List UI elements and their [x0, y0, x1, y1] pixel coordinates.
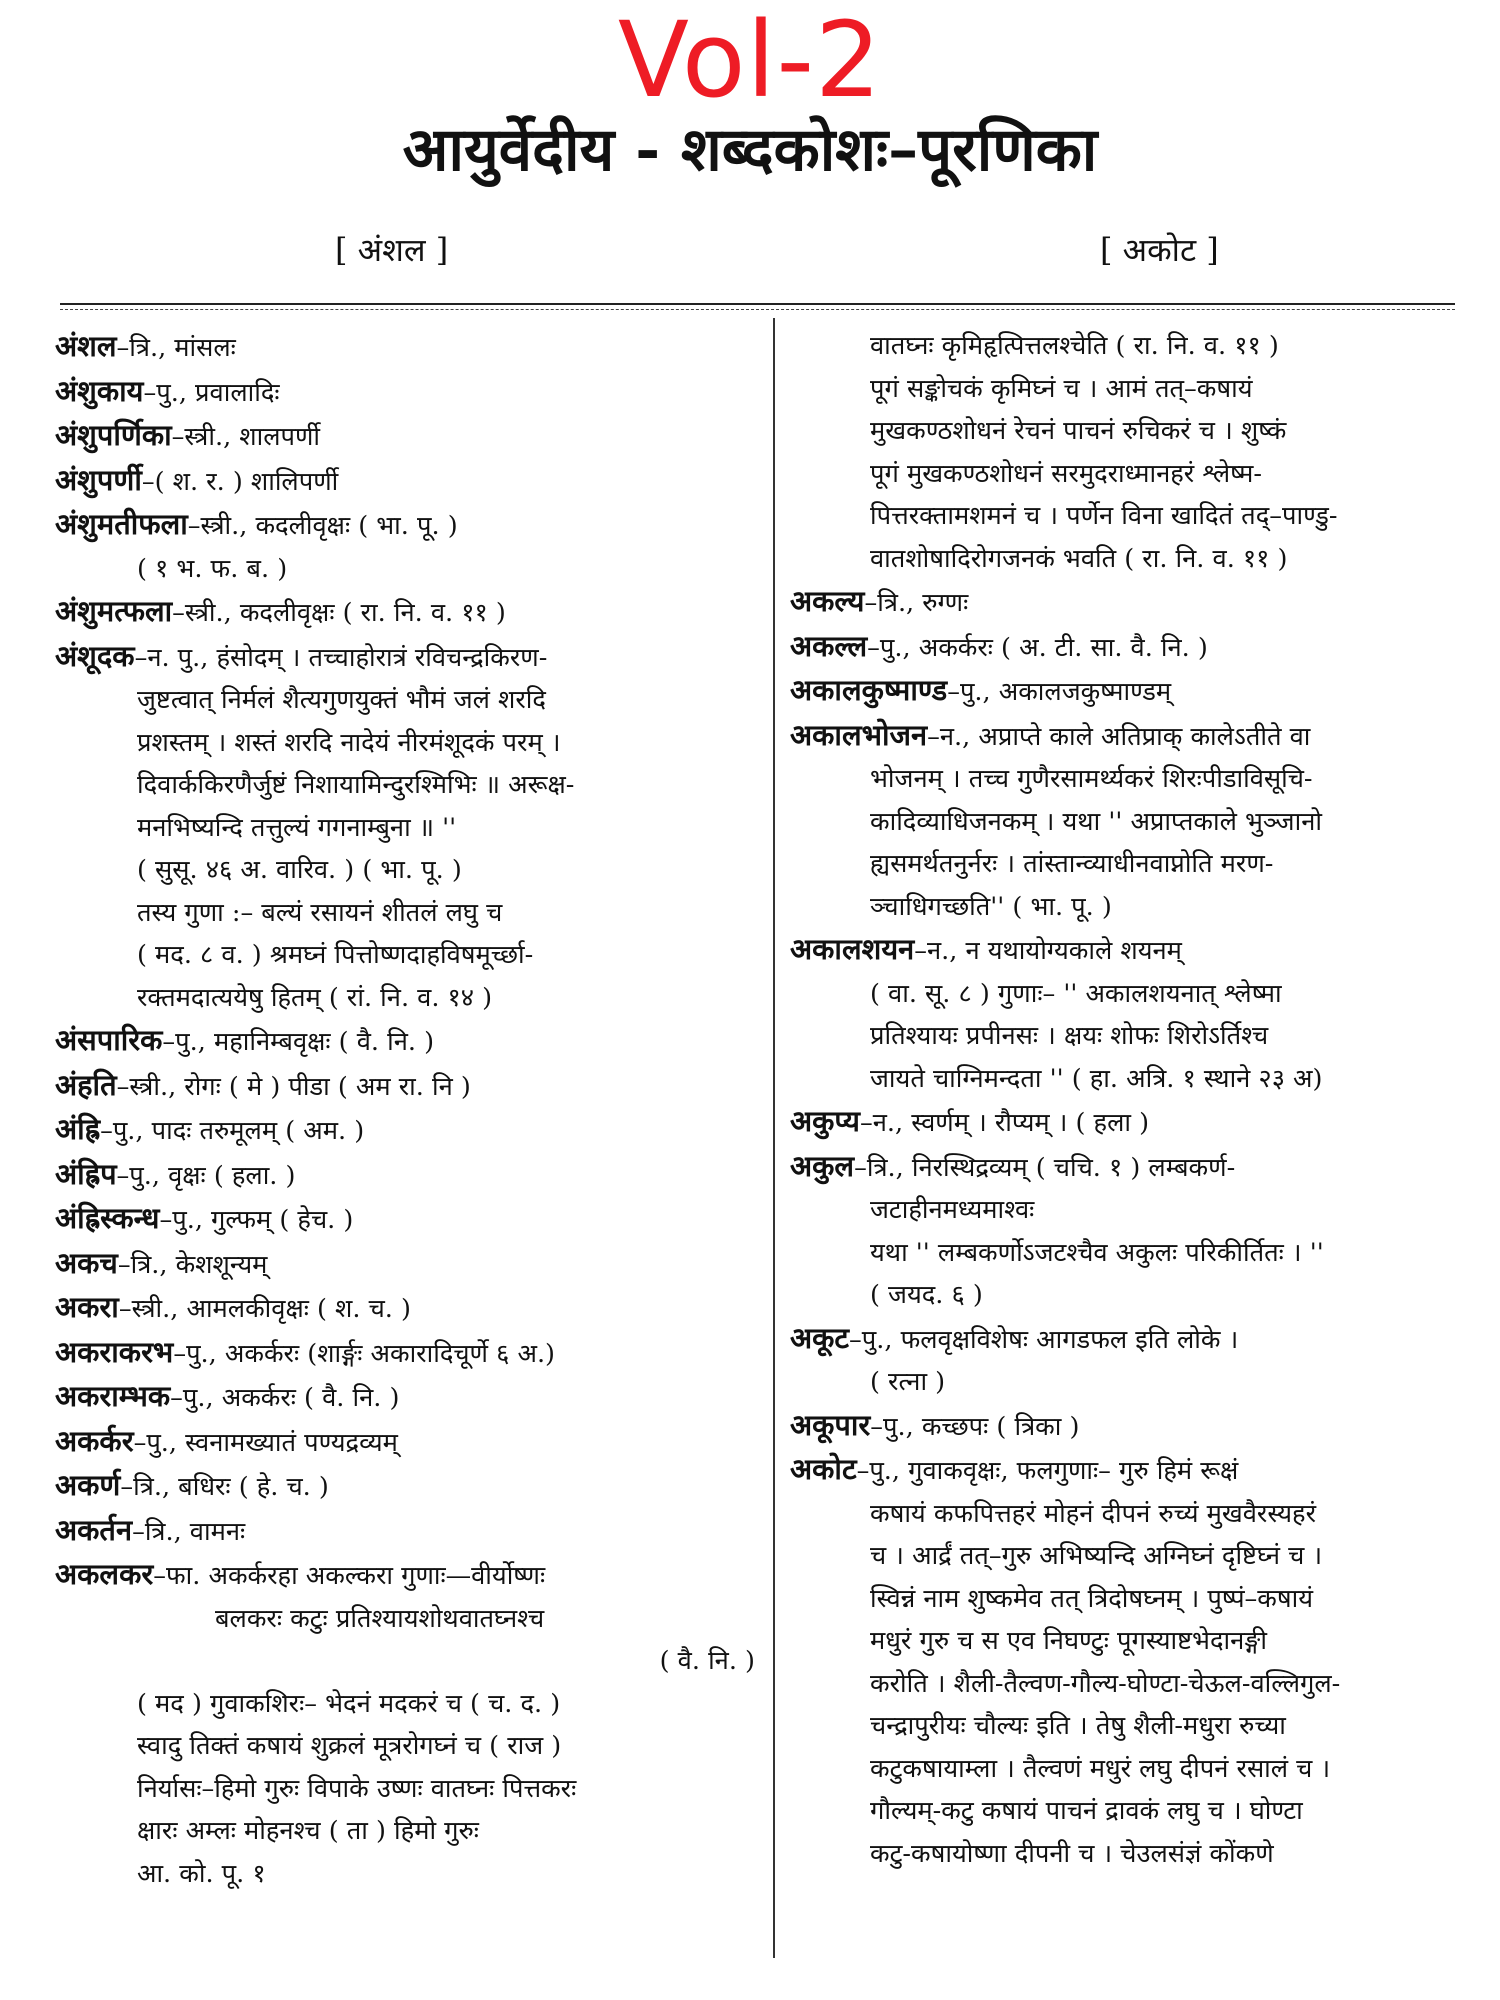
definition: –पु., कच्छपः ( त्रिका ): [870, 1411, 1080, 1442]
definition: –त्रि., केशशून्यम्: [117, 1249, 268, 1280]
entry-continuation: तस्य गुणा :– बल्यं रसायनं शीतलं लघु च: [137, 897, 503, 928]
entry-continuation: ( जयद. ६ ): [870, 1280, 983, 1310]
headword: अकराम्भक: [55, 1379, 171, 1413]
entry: [790, 1100, 1460, 1145]
entry-continuation: ( वै. नि. ): [659, 1646, 755, 1676]
entry-continuation: वातशोषादिरोगजनकं भवति ( रा. नि. व. ११ ): [870, 543, 1288, 574]
entry: [55, 1242, 755, 1287]
entry-continuation: कषायं कफपित्तहरं मोहनं दीपनं रुच्यं मुखवैरस्यहरं: [870, 1498, 1317, 1529]
headword: अकुल: [790, 1148, 855, 1183]
definition: –पु., पादः तरुमूलम् ( अम. ): [100, 1116, 365, 1146]
entry: [55, 1108, 755, 1153]
headword: अकर्ण: [55, 1468, 121, 1502]
definition: –पु., अकर्करः ( अ. टी. सा. वै. नि. ): [867, 632, 1208, 663]
headword: अकराकरभ: [55, 1334, 174, 1369]
entry-continuation: जटाहीनमध्यमाश्वः: [870, 1195, 1035, 1225]
entry: [55, 1153, 755, 1198]
definition: –स्त्री., आमलकीवृक्षः ( श. च. ): [118, 1294, 411, 1324]
entry-continuation: मनभिष्यन्दि तत्तुल्यं गगनाम्बुना ॥ '': [137, 812, 457, 843]
definition: –पु., फलवृक्षविशेषः आगडफल इति लोके ।: [849, 1324, 1239, 1355]
headword: अंशुपर्णी: [55, 462, 142, 497]
headword: अंसपारिक: [55, 1023, 163, 1057]
entry-continuation: ( मद. ८ व. ) श्रमघ्नं पित्तोष्णदाहविषमूर्च्छा-: [137, 940, 534, 970]
entry-continuation: कटु-कषायोष्णा दीपनी च । चेउलसंज्ञं कोंकणे: [870, 1838, 1274, 1869]
entry-continuation: प्रतिश्यायः प्रपीनसः । क्षयः शोफः शिरोऽर्तिश्च: [870, 1021, 1269, 1051]
entry: [55, 1420, 755, 1465]
headword: अंशुमतीफला: [55, 507, 188, 541]
definition: –त्रि., वामनः: [132, 1516, 246, 1547]
entry: [55, 1375, 755, 1420]
entry: [790, 625, 1460, 670]
headword: अकर्कर: [55, 1423, 134, 1458]
headword: अकालभोजन: [790, 717, 928, 752]
entry: [55, 1553, 755, 1598]
entry: [790, 928, 1460, 973]
definition: –फा. अकर्करहा अकल्करा गुणाः—वीर्योष्णः: [153, 1561, 546, 1591]
entry: [790, 1404, 1460, 1449]
definition: –पु., अकर्करः (शार्ङ्गः अकारादिचूर्णे ६ अ.): [173, 1338, 555, 1369]
headword: अकर्तन: [55, 1512, 133, 1547]
right-column: [790, 325, 1460, 1875]
headword: अकुप्य: [790, 1104, 860, 1138]
page-title: आयुर्वेदीय - शब्दकोशः–पूरणिका: [402, 115, 1098, 185]
guide-word-right: [ अकोट ]: [1100, 231, 1219, 269]
entry: [790, 580, 1460, 625]
entry: [55, 370, 755, 415]
entry-continuation: ह्यसमर्थतनुर्नरः । तांस्तान्व्याधीनवाप्नोति मरण-: [870, 849, 1274, 879]
entry-continuation: क्षारः अम्लः मोहनश्च ( ता ) हिमो गुरुः: [137, 1816, 479, 1846]
entry: [790, 1145, 1460, 1190]
entry-continuation: निर्यासः–हिमो गुरुः विपाके उष्णः वातघ्नः पित्तकरः: [137, 1773, 577, 1804]
definition: –पु., वृक्षः ( हला. ): [116, 1160, 296, 1191]
entry: [55, 459, 755, 504]
headword: अकालकुष्माण्ड: [790, 673, 948, 707]
entry: [790, 714, 1460, 759]
entry-continuation: कादिव्याधिजनकम् । यथा '' अप्राप्तकाले भुञ्जानो: [870, 806, 1322, 837]
entry-continuation: बलकरः कटुः प्रतिश्यायशोथवातघ्नश्च: [215, 1603, 545, 1634]
definition: –स्त्री., कदलीवृक्षः ( रा. नि. व. ११ ): [172, 598, 506, 628]
entry-continuation: प्रशस्तम् । शस्तं शरदि नादेयं नीरमंशूदकं परम् ।: [137, 727, 561, 758]
definition: –त्रि., मांसलः: [116, 333, 236, 363]
entry-continuation: ( १ भ. फ. ब. ): [137, 553, 288, 584]
definition: –पु., महानिम्बवृक्षः ( वै. नि. ): [162, 1027, 435, 1057]
headword: अंहति: [55, 1067, 117, 1102]
entry: [55, 414, 755, 459]
entry-continuation: कटुकषायाम्ला । तैल्वणं मधुरं लघु दीपनं रसालं च ।: [870, 1753, 1331, 1784]
headword: अकल्ल: [790, 628, 868, 663]
headword: अकूट: [790, 1320, 850, 1355]
definition: –पु., गुल्फम् ( हेच. ): [159, 1205, 354, 1235]
entry: [55, 1064, 755, 1109]
definition: –पु., अकालजकुष्माण्डम्: [947, 677, 1172, 707]
definition: –त्रि., बधिरः ( हे. च. ): [120, 1472, 329, 1502]
guide-word-left: [ अंशल ]: [335, 231, 449, 269]
headword: अंह्रिस्कन्ध: [55, 1201, 160, 1235]
definition: –पु., गुवाकवृक्षः, फलगुणाः– गुरु हिमं रूक्षं: [856, 1456, 1239, 1486]
entry: [790, 669, 1460, 714]
entry: [55, 635, 755, 680]
entry: [55, 590, 755, 635]
definition: –न. पु., हंसोदम् । तच्चाहोरात्रं रविचन्द्रकिरण-: [134, 642, 548, 673]
definition: –पु., प्रवालादिः: [143, 377, 280, 408]
entry-continuation: मुखकण्ठशोधनं रेचनं पाचनं रुचिकरं च । शुष्कं: [870, 416, 1287, 446]
entry-continuation: गौल्यम्-कटु कषायं पाचनं द्रावकं लघु च । घोण्टा: [870, 1796, 1303, 1826]
entry: [55, 503, 755, 548]
entry-continuation: दिवार्ककिरणैर्जुष्टं निशायामिन्दुरश्मिभिः ॥ अरूक्ष-: [137, 770, 575, 800]
entry: [790, 1317, 1460, 1362]
headword: अकरा: [55, 1290, 119, 1324]
entry: [55, 1331, 755, 1376]
entry-continuation: ञ्चाधिगच्छति'' ( भा. पू. ): [870, 891, 1112, 922]
column-divider: [773, 318, 775, 1958]
definition: –त्रि., निरस्थिद्रव्यम् ( चचि. १ ) लम्बकर्ण-: [854, 1152, 1236, 1183]
entry-continuation: स्वादु तिक्तं कषायं शुक्रलं मूत्ररोगघ्नं च ( राज ): [137, 1731, 562, 1761]
definition: –( श. र. ) शालिपर्णी: [141, 466, 339, 497]
entry-continuation: ( वा. सू. ८ ) गुणाः– '' अकालशयनात् श्लेष्मा: [870, 978, 1282, 1009]
definition: –न., न यथायोग्यकाले शयनम्: [914, 936, 1182, 966]
header-rule: [60, 303, 1455, 305]
headword: अकच: [55, 1245, 118, 1280]
entry-continuation: पूगं मुखकण्ठशोधनं सरमुदराध्मानहरं श्लेष्म-: [870, 458, 1263, 489]
entry-continuation: पूगं सङ्कोचकं कृमिघ्नं च । आमं तत्–कषायं: [870, 373, 1253, 404]
entry-continuation: रक्तमदात्ययेषु हितम् ( रां. नि. व. १४ ): [137, 982, 493, 1013]
entry: [55, 1464, 755, 1509]
headword: अंशूदक: [55, 638, 135, 673]
headword: अकूपार: [790, 1407, 871, 1442]
headword: अंशुपर्णिका: [55, 418, 172, 452]
entry-continuation: ( मद ) गुवाकशिरः– भेदनं मदकरं च ( च. द. ): [137, 1688, 561, 1719]
entry-continuation: ( सुसू. ४६ अ. वारिव. ) ( भा. पू. ): [137, 855, 462, 885]
page-footer-signature: आ. को. पू. १: [137, 1858, 266, 1889]
headword: अंशल: [55, 329, 117, 363]
headword: अकल्य: [790, 584, 865, 618]
volume-label: Vol-2: [617, 0, 883, 121]
entry: [790, 1448, 1460, 1493]
entry-continuation: च । आर्द्रं तत्–गुरु अभिष्यन्दि अग्निघ्नं दृष्टिघ्नं च ।: [870, 1541, 1323, 1571]
headword: अंशुकाय: [55, 373, 144, 408]
headword: अंह्रिप: [55, 1156, 117, 1191]
entry-continuation: वातघ्नः कृमिहृत्पित्तलश्चेति ( रा. नि. व. ११ ): [870, 331, 1279, 361]
headword: अकालशयन: [790, 932, 915, 966]
entry: [55, 1019, 755, 1064]
entry-continuation: चन्द्रापुरीयः चौल्यः इति । तेषु शैली-मधुरा रुच्या: [870, 1711, 1286, 1741]
headword: अकलकर: [55, 1557, 154, 1591]
entry-continuation: ( रत्ना ): [870, 1367, 946, 1397]
headword: अकोट: [790, 1452, 857, 1486]
definition: –न., स्वर्णम् । रौप्यम् । ( हला ): [859, 1108, 1150, 1138]
entry: [55, 325, 755, 370]
definition: –त्रि., रुग्णः: [864, 588, 969, 618]
definition: –स्त्री., कदलीवृक्षः ( भा. पू. ): [187, 511, 458, 541]
entry-continuation: स्विन्नं नाम शुष्कमेव तत् त्रिदोषघ्नम् । पुष्पं–कषायं: [870, 1583, 1314, 1614]
headword: अंशुमत्फला: [55, 594, 173, 628]
definition: –पु., अकर्करः ( वै. नि. ): [170, 1383, 400, 1413]
entry-continuation: जुष्टत्वात् निर्मलं शैत्यगुणयुक्तं भौमं जलं शरदि: [137, 685, 546, 715]
entry-continuation: मधुरं गुरु च स एव निघण्टुः पूगस्याष्टभेदानङ्गी: [870, 1626, 1267, 1656]
header-rule-dashed: [60, 309, 1455, 310]
entry-continuation: यथा '' लम्बकर्णोऽजटश्चैव अकुलः परिकीर्तितः । '': [870, 1237, 1324, 1268]
definition: –स्त्री., रोगः ( मे ) पीडा ( अम रा. नि ): [116, 1071, 471, 1102]
entry-continuation: पित्तरक्तामशमनं च । पर्णेन विना खादितं तद्–पाण्डु-: [870, 501, 1338, 531]
entry: [55, 1286, 755, 1331]
definition: –न., अप्राप्ते काले अतिप्राक् कालेऽतीते वा: [927, 721, 1311, 752]
entry: [55, 1197, 755, 1242]
entry-continuation: जायते चाग्निमन्दता '' ( हा. अत्रि. १ स्थाने २३ अ): [870, 1063, 1323, 1094]
headword: अंह्रि: [55, 1112, 101, 1146]
entry-continuation: करोति । शैली-तैल्वण-गौल्य-घोण्टा-चेऊल-वल्लिगुल-: [870, 1668, 1341, 1699]
definition: –पु., स्वनामख्यातं पण्यद्रव्यम्: [133, 1427, 398, 1458]
left-column: [55, 325, 755, 1895]
entry: [55, 1509, 755, 1554]
entry-continuation: भोजनम् । तच्च गुणैरसामर्थ्यकरं शिरःपीडाविसूचि-: [870, 764, 1313, 794]
definition: –स्त्री., शालपर्णी: [171, 422, 321, 452]
